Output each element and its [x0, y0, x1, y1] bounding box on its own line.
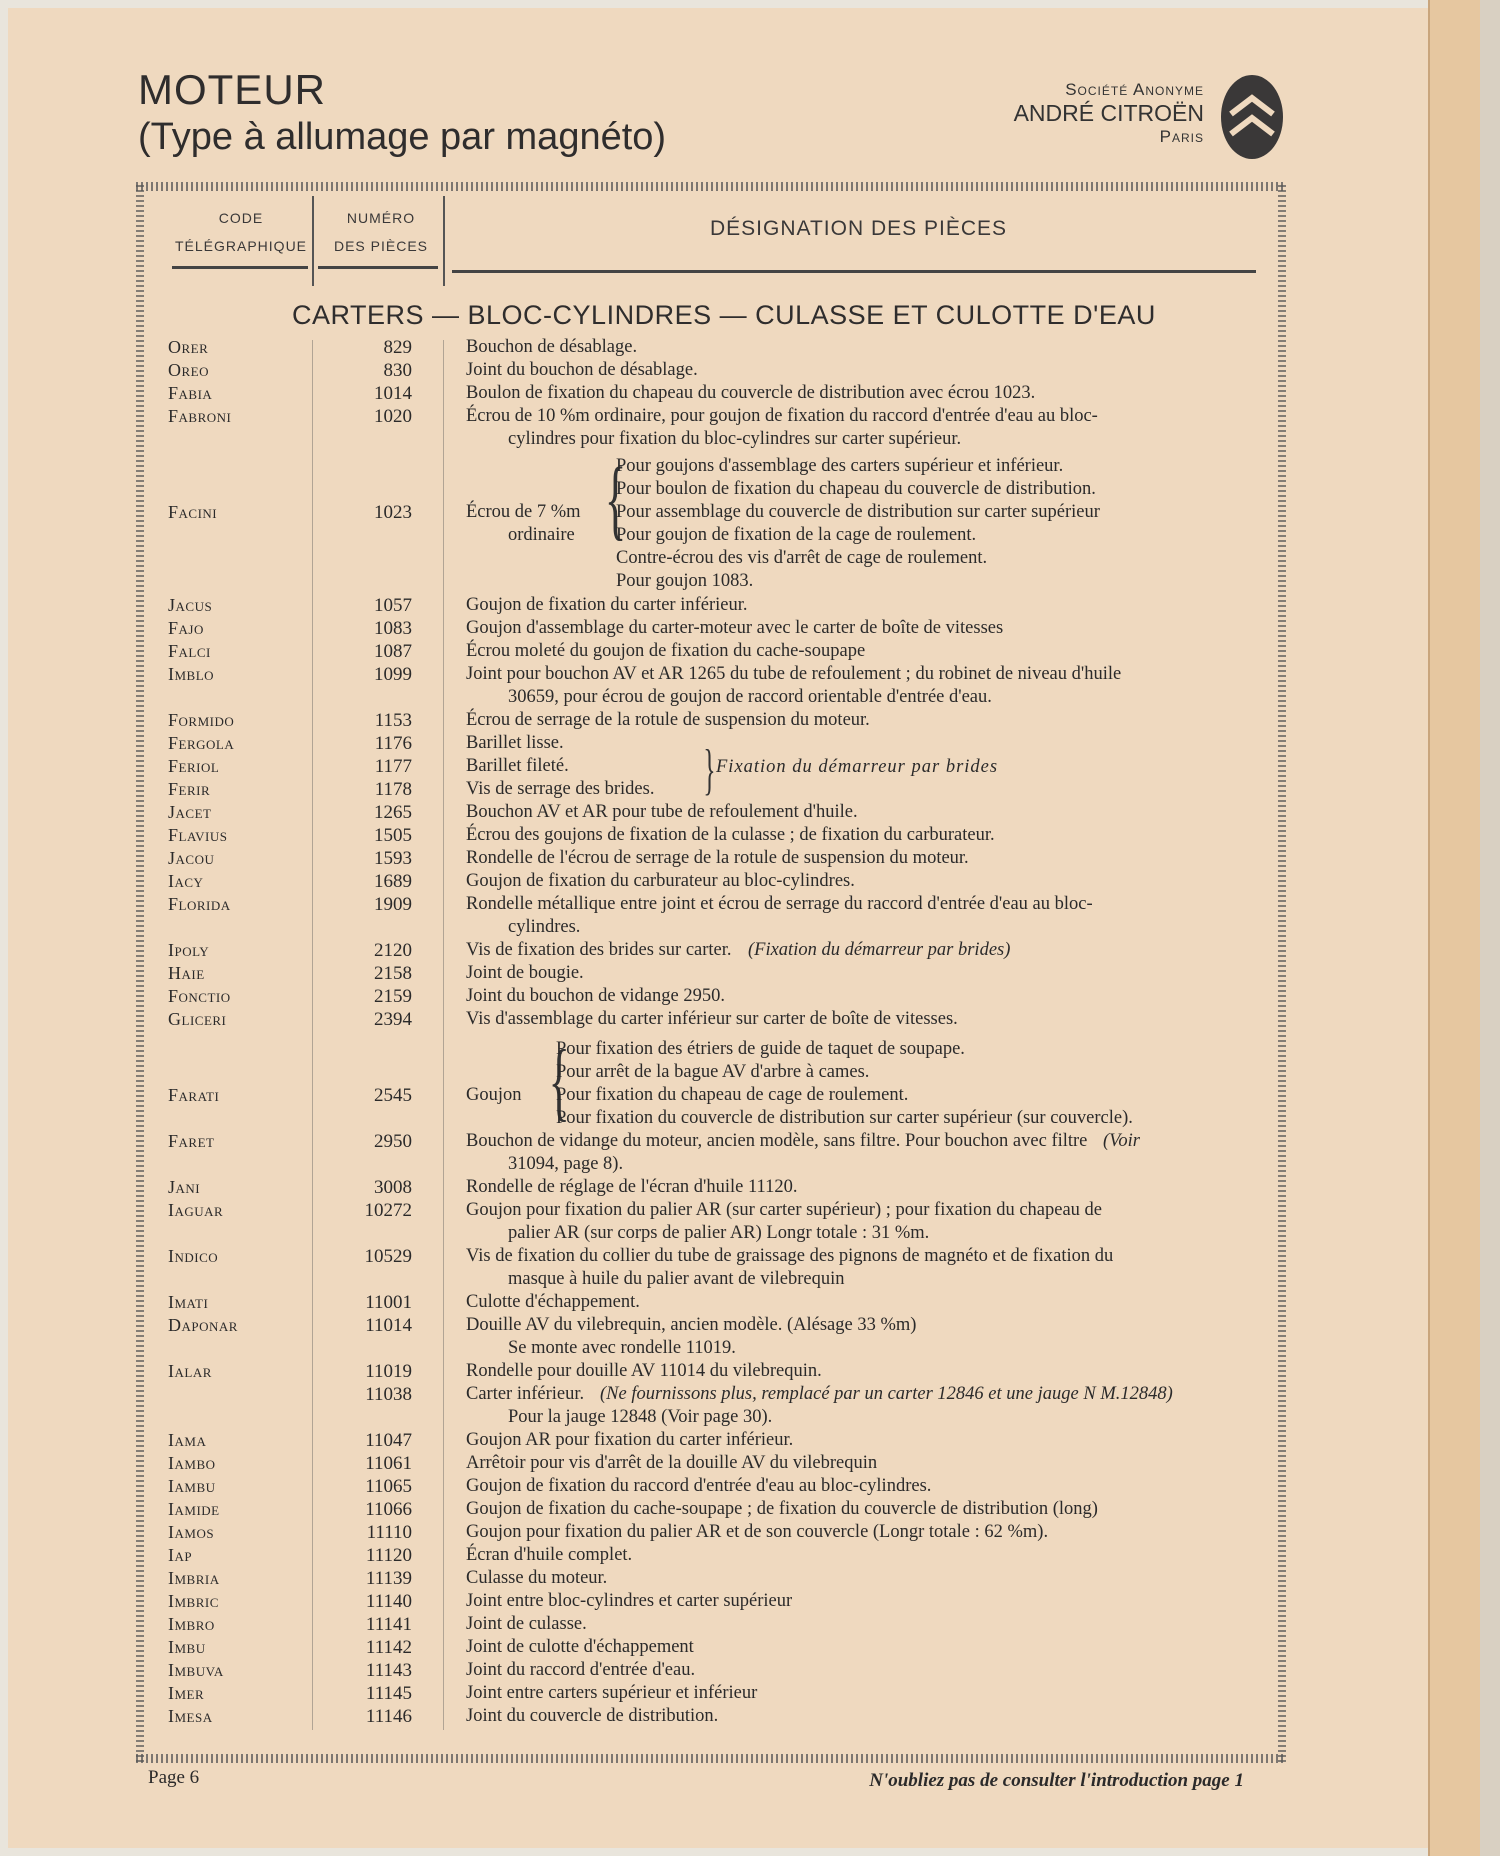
column-divider — [312, 196, 314, 286]
sub-item — [0, 570, 1500, 593]
telegraph-code: Orer — [168, 337, 209, 357]
part-description: Joint entre carters supérieur et inférieur — [466, 1683, 758, 1703]
telegraph-code: Ipoly — [168, 940, 210, 960]
telegraph-code: Feriol — [168, 756, 220, 776]
part-description: Bouchon de vidange du moteur, ancien modèle, sans filtre. Pour bouchon avec filtre — [466, 1131, 1088, 1151]
table-row — [0, 1130, 1500, 1153]
column-divider — [443, 196, 445, 286]
table-row — [0, 594, 1500, 617]
part-number: 11019 — [365, 1361, 412, 1382]
table-row — [0, 663, 1500, 686]
table-row — [0, 1360, 1500, 1383]
part-description: Rondelle de réglage de l'écran d'huile 11120. — [466, 1177, 798, 1197]
telegraph-code: Imesa — [168, 1706, 213, 1726]
table-row-continuation — [0, 1337, 1500, 1360]
part-number: 1265 — [374, 802, 412, 823]
footer-note: N'oubliez pas de consulter l'introduction page 1 — [869, 1770, 1244, 1791]
part-number: 11140 — [365, 1591, 412, 1612]
sub-item — [0, 455, 1500, 478]
part-number: 10272 — [364, 1200, 412, 1221]
part-number: 11146 — [365, 1706, 412, 1727]
telegraph-code: Haie — [168, 963, 205, 983]
telegraph-code: Faret — [168, 1131, 215, 1151]
part-number: 1083 — [374, 618, 412, 639]
part-number: 1178 — [374, 779, 412, 800]
telegraph-code: Iaguar — [168, 1200, 224, 1220]
part-description-continuation: masque à huile du palier avant de vilebrequin — [508, 1269, 845, 1289]
part-number: 1023 — [374, 502, 412, 523]
table-row — [0, 778, 1500, 801]
column-header-number — [326, 204, 436, 260]
part-description: Vis de fixation des brides sur carter. — [466, 940, 732, 960]
part-description: Goujon de fixation du carburateur au bloc-cylindres. — [466, 871, 855, 891]
table-row — [0, 1705, 1500, 1728]
telegraph-code: Imbric — [168, 1591, 219, 1611]
part-description-continuation: Pour la jauge 12848 (Voir page 30). — [508, 1407, 773, 1427]
telegraph-code: Imblo — [168, 664, 215, 684]
part-description: Joint entre bloc-cylindres et carter supérieur — [466, 1591, 793, 1611]
sub-item — [0, 1061, 1500, 1084]
telegraph-code: Jacou — [168, 848, 215, 868]
part-number: 11014 — [365, 1315, 412, 1336]
part-description: Barillet fileté. — [466, 756, 569, 776]
telegraph-code: Imbu — [168, 1637, 206, 1657]
part-description: Écrou de 7 %m — [466, 502, 581, 522]
part-description: Joint de culasse. — [466, 1614, 587, 1634]
table-row — [0, 1590, 1500, 1613]
table-row — [0, 1475, 1500, 1498]
telegraph-code: Iap — [168, 1545, 193, 1565]
part-number: 3008 — [374, 1177, 412, 1198]
part-description-continuation: palier AR (sur corps de palier AR) Longr totale : 31 %m. — [508, 1223, 930, 1243]
part-description: Écrou de serrage de la rotule de suspension du moteur. — [466, 710, 870, 730]
part-number: 10529 — [364, 1246, 412, 1267]
code-header-line-2: TÉLÉGRAPHIQUE — [174, 238, 308, 254]
table-row — [0, 1682, 1500, 1705]
part-description: Écrou de 10 %m ordinaire, pour goujon de fixation du raccord d'entrée d'eau au bloc- — [466, 406, 1098, 426]
table-row — [0, 732, 1500, 755]
sub-item-text: Pour arrêt de la bague AV d'arbre à cames. — [556, 1062, 870, 1082]
telegraph-code: Formido — [168, 710, 235, 730]
part-description: Goujon — [466, 1085, 522, 1105]
part-description: Vis d'assemblage du carter inférieur sur carter de boîte de vitesses. — [466, 1009, 958, 1029]
telegraph-code: Fajo — [168, 618, 204, 638]
header-underline — [452, 270, 1256, 273]
table-row-continuation — [0, 916, 1500, 939]
page-subtitle: (Type à allumage par magnéto) — [138, 116, 667, 158]
telegraph-code: Jani — [168, 1177, 201, 1197]
page-number: Page 6 — [148, 1767, 200, 1788]
brace: } — [703, 739, 716, 801]
company-line-3: Paris — [1159, 127, 1204, 146]
part-number: 1689 — [374, 871, 412, 892]
company-line-1: Société Anonyme — [1065, 80, 1204, 99]
table-row — [0, 1429, 1500, 1452]
table-row-continuation — [0, 1153, 1500, 1176]
table-row — [0, 893, 1500, 916]
italic-note: (Ne fournissons plus, remplacé par un carter 12846 et une jauge N M.12848) — [600, 1384, 1173, 1404]
table-row — [0, 824, 1500, 847]
telegraph-code: Gliceri — [168, 1009, 227, 1029]
part-description: Carter inférieur. — [466, 1384, 585, 1404]
table-row — [0, 1383, 1500, 1406]
header-underline — [172, 266, 308, 269]
telegraph-code: Imati — [168, 1292, 209, 1312]
telegraph-code: Florida — [168, 894, 231, 914]
telegraph-code: Imer — [168, 1683, 205, 1703]
part-number: 11038 — [365, 1384, 412, 1405]
sub-item — [0, 524, 1500, 547]
telegraph-code: Flavius — [168, 825, 228, 845]
table-row — [0, 1567, 1500, 1590]
telegraph-code: Fabroni — [168, 406, 232, 426]
part-number: 1020 — [374, 406, 412, 427]
table-row — [0, 1199, 1500, 1222]
part-description-continuation: 30659, pour écrou de goujon de raccord orientable d'entrée d'eau. — [508, 687, 992, 707]
table-row-continuation — [0, 1406, 1500, 1429]
part-number: 11143 — [365, 1660, 412, 1681]
part-number: 830 — [383, 360, 412, 381]
part-number: 1099 — [374, 664, 412, 685]
part-description: Bouchon de désablage. — [466, 337, 638, 357]
table-row — [0, 1008, 1500, 1031]
table-row — [0, 939, 1500, 962]
table-row — [0, 1314, 1500, 1337]
table-row — [0, 359, 1500, 382]
part-number: 1087 — [374, 641, 412, 662]
table-row — [0, 640, 1500, 663]
brace: { — [604, 450, 627, 549]
part-number: 11142 — [365, 1637, 412, 1658]
table-row — [0, 617, 1500, 640]
telegraph-code: Facini — [168, 502, 218, 522]
company-line-2: ANDRÉ CITROËN — [1013, 100, 1204, 126]
part-description: Culotte d'échappement. — [466, 1292, 640, 1312]
part-description: Goujon AR pour fixation du carter inférieur. — [466, 1430, 794, 1450]
table-row — [0, 336, 1500, 359]
part-number: 11145 — [365, 1683, 412, 1704]
part-description: Vis de fixation du collier du tube de graissage des pignons de magnéto et de fixation du — [466, 1246, 1114, 1266]
telegraph-code: Iambu — [168, 1476, 216, 1496]
telegraph-code: Fabia — [168, 383, 213, 403]
brace: { — [548, 1033, 570, 1130]
telegraph-code: Farati — [168, 1085, 220, 1105]
table-row — [0, 1636, 1500, 1659]
telegraph-code: Imbro — [168, 1614, 215, 1634]
number-header-line-2: DES PIÈCES — [333, 238, 429, 254]
code-header-line-1: CODE — [218, 210, 264, 226]
part-number: 1177 — [374, 756, 412, 777]
telegraph-code: Fonctio — [168, 986, 231, 1006]
table-row — [0, 962, 1500, 985]
telegraph-code: Imbria — [168, 1568, 220, 1588]
part-number: 2158 — [374, 963, 412, 984]
part-description: Joint du bouchon de vidange 2950. — [466, 986, 725, 1006]
part-number: 11061 — [365, 1453, 412, 1474]
part-description: Rondelle de l'écrou de serrage de la rotule de suspension du moteur. — [466, 848, 969, 868]
part-number: 1505 — [374, 825, 412, 846]
part-number: 11110 — [366, 1522, 412, 1543]
sub-item — [0, 501, 1500, 524]
part-description: Douille AV du vilebrequin, ancien modèle. (Alésage 33 %m) — [466, 1315, 917, 1335]
part-description: Goujon pour fixation du palier AR (sur carter supérieur) ; pour fixation du chapeau de — [466, 1200, 1103, 1220]
part-number: 11066 — [365, 1499, 412, 1520]
telegraph-code: Fergola — [168, 733, 235, 753]
part-description-continuation: cylindres pour fixation du bloc-cylindres sur carter supérieur. — [508, 429, 962, 449]
company-block — [1014, 80, 1204, 147]
table-row — [0, 1245, 1500, 1268]
telegraph-code: Ferir — [168, 779, 211, 799]
table-row-continuation — [0, 1268, 1500, 1291]
telegraph-code: Imbuva — [168, 1660, 224, 1680]
part-description: Goujon pour fixation du palier AR et de son couvercle (Longr totale : 62 %m). — [466, 1522, 1049, 1542]
telegraph-code: Oreo — [168, 360, 209, 380]
part-description: ordinaire — [508, 525, 575, 545]
column-header-designation: DÉSIGNATION DES PIÈCES — [710, 217, 1007, 240]
table-row — [0, 382, 1500, 405]
part-description: Rondelle pour douille AV 11014 du vilebrequin. — [466, 1361, 822, 1381]
part-description: Goujon de fixation du carter inférieur. — [466, 595, 748, 615]
table-row-continuation — [0, 686, 1500, 709]
part-description: Joint de culotte d'échappement — [466, 1637, 694, 1657]
sub-item — [0, 1107, 1500, 1130]
part-description: Arrêtoir pour vis d'arrêt de la douille AV du vilebrequin — [466, 1453, 878, 1473]
telegraph-code: Iamos — [168, 1522, 215, 1542]
table-row — [0, 801, 1500, 824]
part-description: Boulon de fixation du chapeau du couvercle de distribution avec écrou 1023. — [466, 383, 1036, 403]
part-description: Bouchon AV et AR pour tube de refoulement d'huile. — [466, 802, 858, 822]
part-number: 2545 — [374, 1085, 412, 1106]
sub-item-text: Pour boulon de fixation du chapeau du couvercle de distribution. — [616, 479, 1096, 499]
part-description-continuation: Se monte avec rondelle 11019. — [508, 1338, 736, 1358]
table-row — [0, 1659, 1500, 1682]
table-row — [0, 709, 1500, 732]
section-title: CARTERS — BLOC-CYLINDRES — CULASSE ET CULOTTE D'EAU — [292, 300, 1156, 330]
sub-item-text: Pour assemblage du couvercle de distribution sur carter supérieur — [616, 502, 1100, 522]
telegraph-code: Iamide — [168, 1499, 220, 1519]
part-description: Joint du bouchon de désablage. — [466, 360, 698, 380]
part-description: Joint de bougie. — [466, 963, 584, 983]
table-row — [0, 1521, 1500, 1544]
part-description: Joint du raccord d'entrée d'eau. — [466, 1660, 696, 1680]
part-number: 11120 — [365, 1545, 412, 1566]
header-underline — [318, 266, 438, 269]
part-number: 829 — [383, 337, 412, 358]
part-description: Rondelle métallique entre joint et écrou de serrage du raccord d'entrée d'eau au bloc- — [466, 894, 1093, 914]
table-row — [0, 1613, 1500, 1636]
part-number: 1593 — [374, 848, 412, 869]
column-header-code — [170, 204, 312, 260]
table-row — [0, 847, 1500, 870]
part-number: 11141 — [365, 1614, 412, 1635]
part-description: Vis de serrage des brides. — [466, 779, 655, 799]
part-description: Écrou des goujons de fixation de la culasse ; de fixation du carburateur. — [466, 825, 995, 845]
part-number: 1153 — [374, 710, 412, 731]
part-number: 11001 — [365, 1292, 412, 1313]
sub-item-text: Contre-écrou des vis d'arrêt de cage de roulement. — [616, 548, 988, 568]
part-number: 1014 — [374, 383, 412, 404]
sub-item-text: Pour goujons d'assemblage des carters supérieur et inférieur. — [616, 456, 1064, 476]
table-row — [0, 1176, 1500, 1199]
part-description: Barillet lisse. — [466, 733, 564, 753]
frame-top-border — [136, 182, 1286, 191]
sub-item — [0, 547, 1500, 570]
telegraph-code: Iacy — [168, 871, 204, 891]
telegraph-code: Jacet — [168, 802, 212, 822]
brides-note-text: Fixation du démarreur par brides — [716, 757, 999, 777]
part-description: Goujon de fixation du raccord d'entrée d'eau au bloc-cylindres. — [466, 1476, 932, 1496]
part-number: 11047 — [365, 1430, 412, 1451]
sub-item-text: Pour fixation du couvercle de distribution sur carter supérieur (sur couvercle). — [556, 1108, 1133, 1128]
sub-item-text: Pour fixation des étriers de guide de taquet de soupape. — [556, 1039, 965, 1059]
part-number: 1176 — [374, 733, 412, 754]
part-number: 1057 — [374, 595, 412, 616]
telegraph-code: Falci — [168, 641, 211, 661]
sub-item — [0, 1084, 1500, 1107]
table-row — [0, 1498, 1500, 1521]
number-header-line-1: NUMÉRO — [346, 210, 416, 226]
citroen-logo-icon — [1217, 72, 1287, 162]
italic-note: (Fixation du démarreur par brides) — [748, 940, 1011, 960]
part-description-continuation: 31094, page 8). — [508, 1154, 624, 1174]
sub-item — [0, 1038, 1500, 1061]
page-title: MOTEUR — [138, 66, 326, 113]
telegraph-code: Jacus — [168, 595, 213, 615]
part-description: Joint pour bouchon AV et AR 1265 du tube de refoulement ; du robinet de niveau d'huile — [466, 664, 1122, 684]
part-description: Goujon de fixation du cache-soupape ; de fixation du couvercle de distribution (long) — [466, 1499, 1098, 1519]
telegraph-code: Indico — [168, 1246, 219, 1266]
sub-item-text: Pour goujon 1083. — [616, 571, 754, 591]
part-description: Joint du couvercle de distribution. — [466, 1706, 719, 1726]
part-number: 2159 — [374, 986, 412, 1007]
part-description: Goujon d'assemblage du carter-moteur avec le carter de boîte de vitesses — [466, 618, 1004, 638]
telegraph-code: Ialar — [168, 1361, 212, 1381]
telegraph-code: Iama — [168, 1430, 207, 1450]
part-description: Culasse du moteur. — [466, 1568, 608, 1588]
part-number: 11065 — [365, 1476, 412, 1497]
table-row-continuation — [0, 428, 1500, 451]
italic-note: (Voir — [1103, 1131, 1140, 1151]
table-row — [0, 405, 1500, 428]
sub-item — [0, 478, 1500, 501]
part-number: 2394 — [374, 1009, 412, 1030]
part-number: 11139 — [365, 1568, 412, 1589]
part-description: Écran d'huile complet. — [466, 1545, 633, 1565]
table-row-continuation — [0, 1222, 1500, 1245]
sub-item-text: Pour goujon de fixation de la cage de roulement. — [616, 525, 977, 545]
brides-note — [0, 756, 1500, 779]
table-row — [0, 1291, 1500, 1314]
table-row — [0, 1544, 1500, 1567]
frame-bottom-border — [136, 1754, 1286, 1763]
part-number: 1909 — [374, 894, 412, 915]
telegraph-code: Daponar — [168, 1315, 238, 1335]
part-number: 2950 — [374, 1131, 412, 1152]
telegraph-code: Iambo — [168, 1453, 216, 1473]
table-row — [0, 985, 1500, 1008]
table-row — [0, 1452, 1500, 1475]
table-row — [0, 870, 1500, 893]
part-number: 2120 — [374, 940, 412, 961]
part-description: Écrou moleté du goujon de fixation du cache-soupape — [466, 641, 866, 661]
sub-item-text: Pour fixation du chapeau de cage de roulement. — [556, 1085, 909, 1105]
part-description-continuation: cylindres. — [508, 917, 581, 937]
